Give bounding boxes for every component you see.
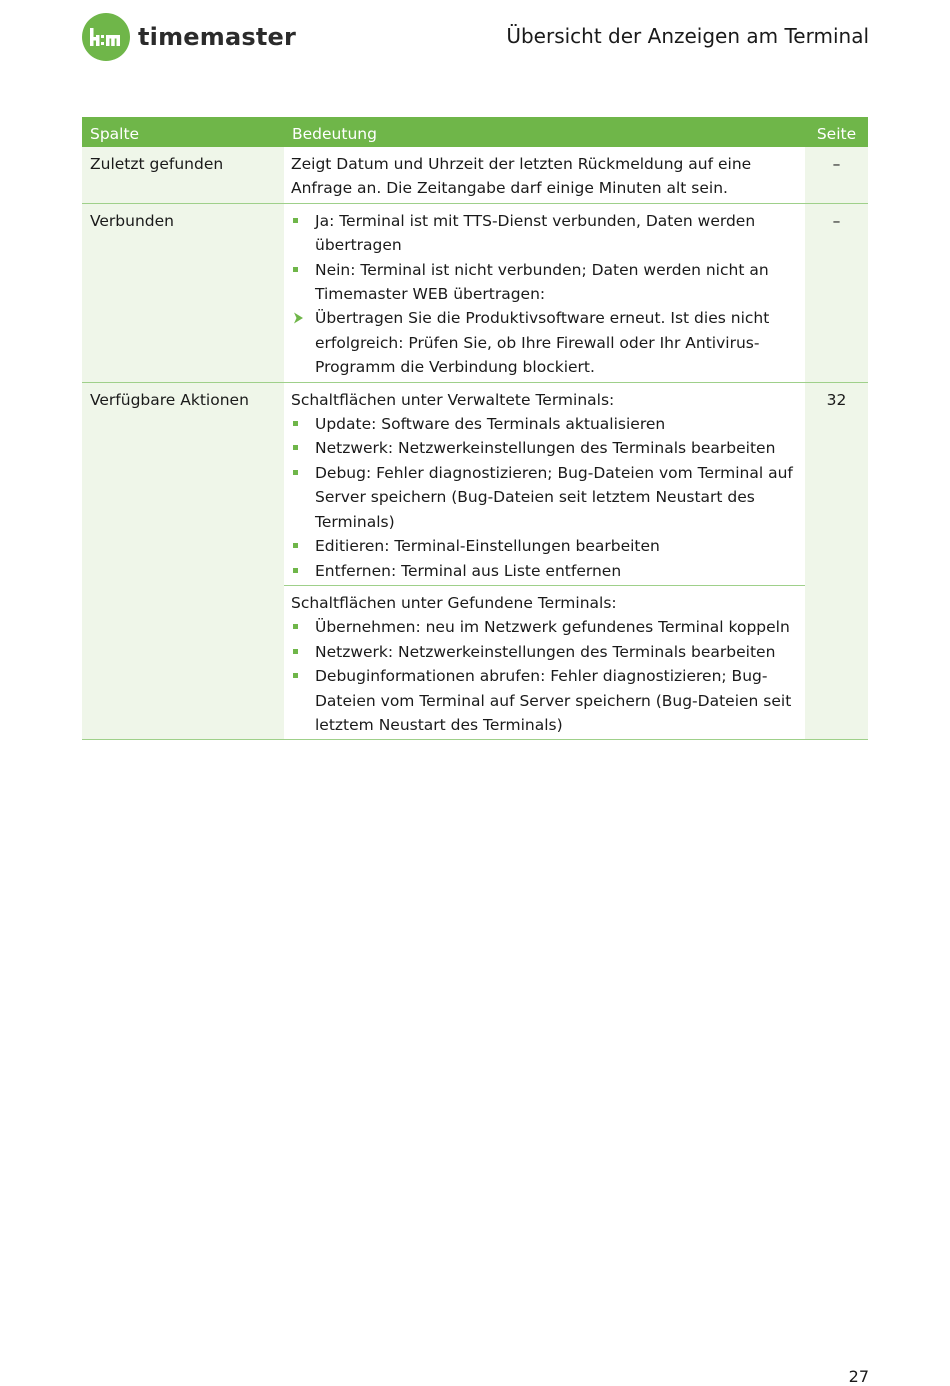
arrow-right-icon bbox=[292, 312, 304, 324]
list-item: Update: Software des Terminals aktualisieren bbox=[291, 412, 799, 436]
timemaster-logo-icon bbox=[82, 13, 130, 61]
square-bullet-icon bbox=[293, 267, 298, 272]
button-group-found bbox=[284, 585, 805, 739]
square-bullet-icon bbox=[293, 568, 298, 573]
square-bullet-icon bbox=[293, 445, 298, 450]
square-bullet-icon bbox=[293, 624, 298, 629]
bullet-list bbox=[291, 412, 799, 583]
table-row bbox=[82, 147, 868, 204]
list-item: Netzwerk: Netzwerkeinstellungen des Terminals bearbeiten bbox=[291, 436, 799, 460]
row-seite: 32 bbox=[805, 383, 868, 740]
header-bedeutung: Bedeutung bbox=[292, 125, 377, 143]
square-bullet-icon bbox=[293, 218, 298, 223]
row-bedeutung: Zeigt Datum und Uhrzeit der letzten Rückmeldung auf eine Anfrage an. Die Zeitangabe darf einige Minuten alt sein. bbox=[284, 147, 805, 203]
list-item: Ja: Terminal ist mit TTS-Dienst verbunden, Daten werden übertragen bbox=[291, 209, 799, 258]
button-group-managed bbox=[284, 383, 805, 585]
row-seite: – bbox=[805, 204, 868, 382]
list-item: Netzwerk: Netzwerkeinstellungen des Terminals bearbeiten bbox=[291, 640, 799, 664]
square-bullet-icon bbox=[293, 649, 298, 654]
header-spalte: Spalte bbox=[90, 125, 140, 143]
table-row bbox=[82, 204, 868, 383]
bullet-list bbox=[291, 209, 799, 380]
list-item: Nein: Terminal ist nicht verbunden; Daten werden nicht an Timemaster WEB übertragen: bbox=[291, 258, 799, 307]
header-seite: Seite bbox=[816, 125, 857, 143]
row-bedeutung bbox=[284, 383, 805, 740]
list-item: Editieren: Terminal-Einstellungen bearbeiten bbox=[291, 534, 799, 558]
row-spalte: Zuletzt gefunden bbox=[82, 147, 284, 203]
square-bullet-icon bbox=[293, 421, 298, 426]
group-intro: Schaltflächen unter Verwaltete Terminals: bbox=[291, 390, 615, 409]
row-bedeutung bbox=[284, 204, 805, 382]
list-item: Übernehmen: neu im Netzwerk gefundenes Terminal koppeln bbox=[291, 615, 799, 639]
list-item: Entfernen: Terminal aus Liste entfernen bbox=[291, 559, 799, 583]
logo-wordmark: timemaster bbox=[138, 23, 297, 51]
row-spalte: Verfügbare Aktionen bbox=[82, 383, 284, 740]
list-item: Debug: Fehler diagnostizieren; Bug-Dateien vom Terminal auf Server speichern (Bug-Dateien seit letztem Neustart des Terminals) bbox=[291, 461, 799, 534]
page-number: 27 bbox=[848, 1367, 869, 1386]
square-bullet-icon bbox=[293, 470, 298, 475]
row-spalte: Verbunden bbox=[82, 204, 284, 382]
action-item: Übertragen Sie die Produktivsoftware erneut. Ist dies nicht erfolgreich: Prüfen Sie, ob Ihre Firewall oder Ihr Antivirus-Programm die Verbindung blockiert. bbox=[291, 306, 799, 379]
row-seite: – bbox=[805, 147, 868, 203]
table-header bbox=[82, 117, 868, 147]
timemaster-logo bbox=[82, 13, 296, 61]
page-title: Übersicht der Anzeigen am Terminal bbox=[506, 24, 869, 48]
display-overview-table bbox=[82, 117, 868, 740]
bullet-list bbox=[291, 615, 799, 737]
square-bullet-icon bbox=[293, 673, 298, 678]
square-bullet-icon bbox=[293, 543, 298, 548]
table-row bbox=[82, 383, 868, 741]
group-intro: Schaltflächen unter Gefundene Terminals: bbox=[291, 593, 617, 612]
list-item: Debuginformationen abrufen: Fehler diagnostizieren; Bug-Dateien vom Terminal auf Server speichern (Bug-Dateien seit letztem Neustart des Terminals) bbox=[291, 664, 799, 737]
